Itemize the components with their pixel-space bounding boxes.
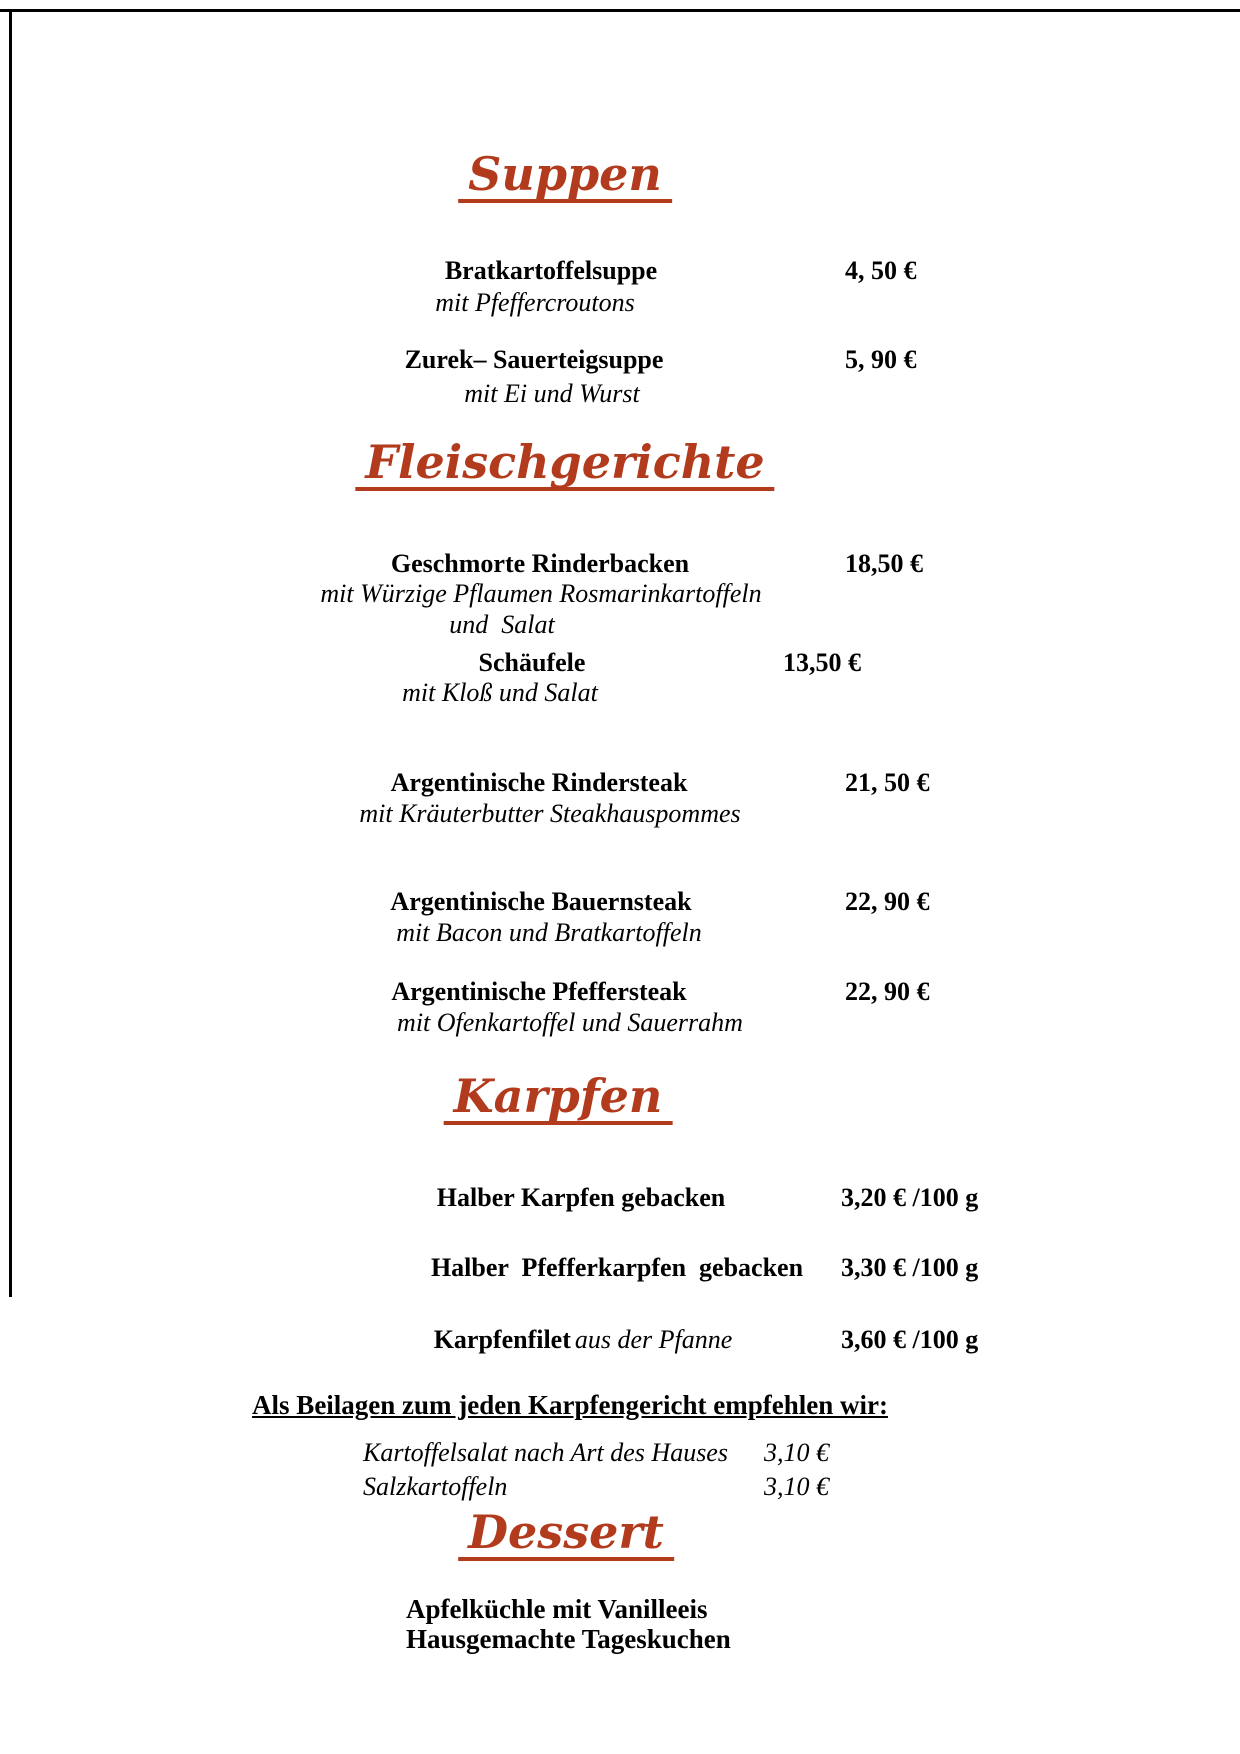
menu-item-price: 18,50 € <box>845 549 923 578</box>
section-heading-karpfen <box>444 1069 673 1125</box>
menu-item-price: 5, 90 € <box>845 345 917 374</box>
menu-item-desc: mit Pfeffercroutons <box>435 288 635 317</box>
menu-item-name-bold: Karpfenfilet <box>433 1325 571 1354</box>
dessert-item: Apfelküchle mit Vanilleeis <box>406 1594 708 1624</box>
menu-item-desc: mit Bacon und Bratkartoffeln <box>396 918 702 947</box>
menu-item-name: Schäufele <box>478 648 586 677</box>
dessert-title: Dessert <box>458 1508 674 1561</box>
karpfen-title: Karpfen <box>444 1072 673 1125</box>
menu-item-price: 22, 90 € <box>845 977 930 1006</box>
section-heading-suppen <box>458 147 672 203</box>
menu-item-desc: mit Ofenkartoffel und Sauerrahm <box>397 1008 743 1037</box>
menu-item-price: 21, 50 € <box>845 768 930 797</box>
page-border-left <box>9 9 12 1297</box>
menu-item-price: 3,30 € /100 g <box>841 1253 979 1282</box>
menu-item-desc: mit Ei und Wurst <box>464 379 640 408</box>
menu-item-name <box>434 1324 733 1355</box>
menu-item-name: Halber Pfefferkarpfen gebacken <box>430 1253 804 1282</box>
dessert-item: Hausgemachte Tageskuchen <box>406 1624 731 1654</box>
menu-item-price: 3,20 € /100 g <box>841 1183 979 1212</box>
menu-item-desc: mit Würzige Pflaumen Rosmarinkartoffeln <box>320 579 762 608</box>
section-heading-dessert <box>458 1505 674 1561</box>
page-border-top <box>0 9 1240 12</box>
menu-item-name: Halber Karpfen gebacken <box>436 1183 726 1212</box>
menu-item-name: Bratkartoffelsuppe <box>444 256 658 285</box>
beilagen-item-price: 3,10 € <box>764 1438 829 1467</box>
menu-item-desc-inline: aus der Pfanne <box>574 1325 733 1354</box>
fleischgerichte-title: Fleischgerichte <box>355 438 774 491</box>
beilagen-heading: Als Beilagen zum jeden Karpfengericht empfehlen wir: <box>252 1390 888 1420</box>
menu-item-price: 3,60 € /100 g <box>841 1325 979 1354</box>
menu-item-desc: und Salat <box>449 610 555 639</box>
menu-item-price: 13,50 € <box>783 648 861 677</box>
menu-item-name: Zurek– Sauerteigsuppe <box>404 345 664 374</box>
menu-item-price: 4, 50 € <box>845 256 917 285</box>
menu-item-desc: mit Kloß und Salat <box>402 678 598 707</box>
menu-item-name: Argentinische Pfeffersteak <box>391 977 687 1006</box>
beilagen-item-name: Kartoffelsalat nach Art des Hauses <box>363 1438 728 1467</box>
suppen-title: Suppen <box>458 150 672 203</box>
menu-item-name: Argentinische Bauernsteak <box>390 887 692 916</box>
menu-item-price: 22, 90 € <box>845 887 930 916</box>
menu-item-name: Argentinische Rindersteak <box>390 768 688 797</box>
menu-item-name: Geschmorte Rinderbacken <box>390 549 690 578</box>
beilagen-item-price: 3,10 € <box>764 1472 829 1501</box>
section-heading-fleischgerichte <box>355 435 774 491</box>
menu-item-desc: mit Kräuterbutter Steakhauspommes <box>359 799 741 828</box>
beilagen-item-name: Salzkartoffeln <box>363 1472 508 1501</box>
